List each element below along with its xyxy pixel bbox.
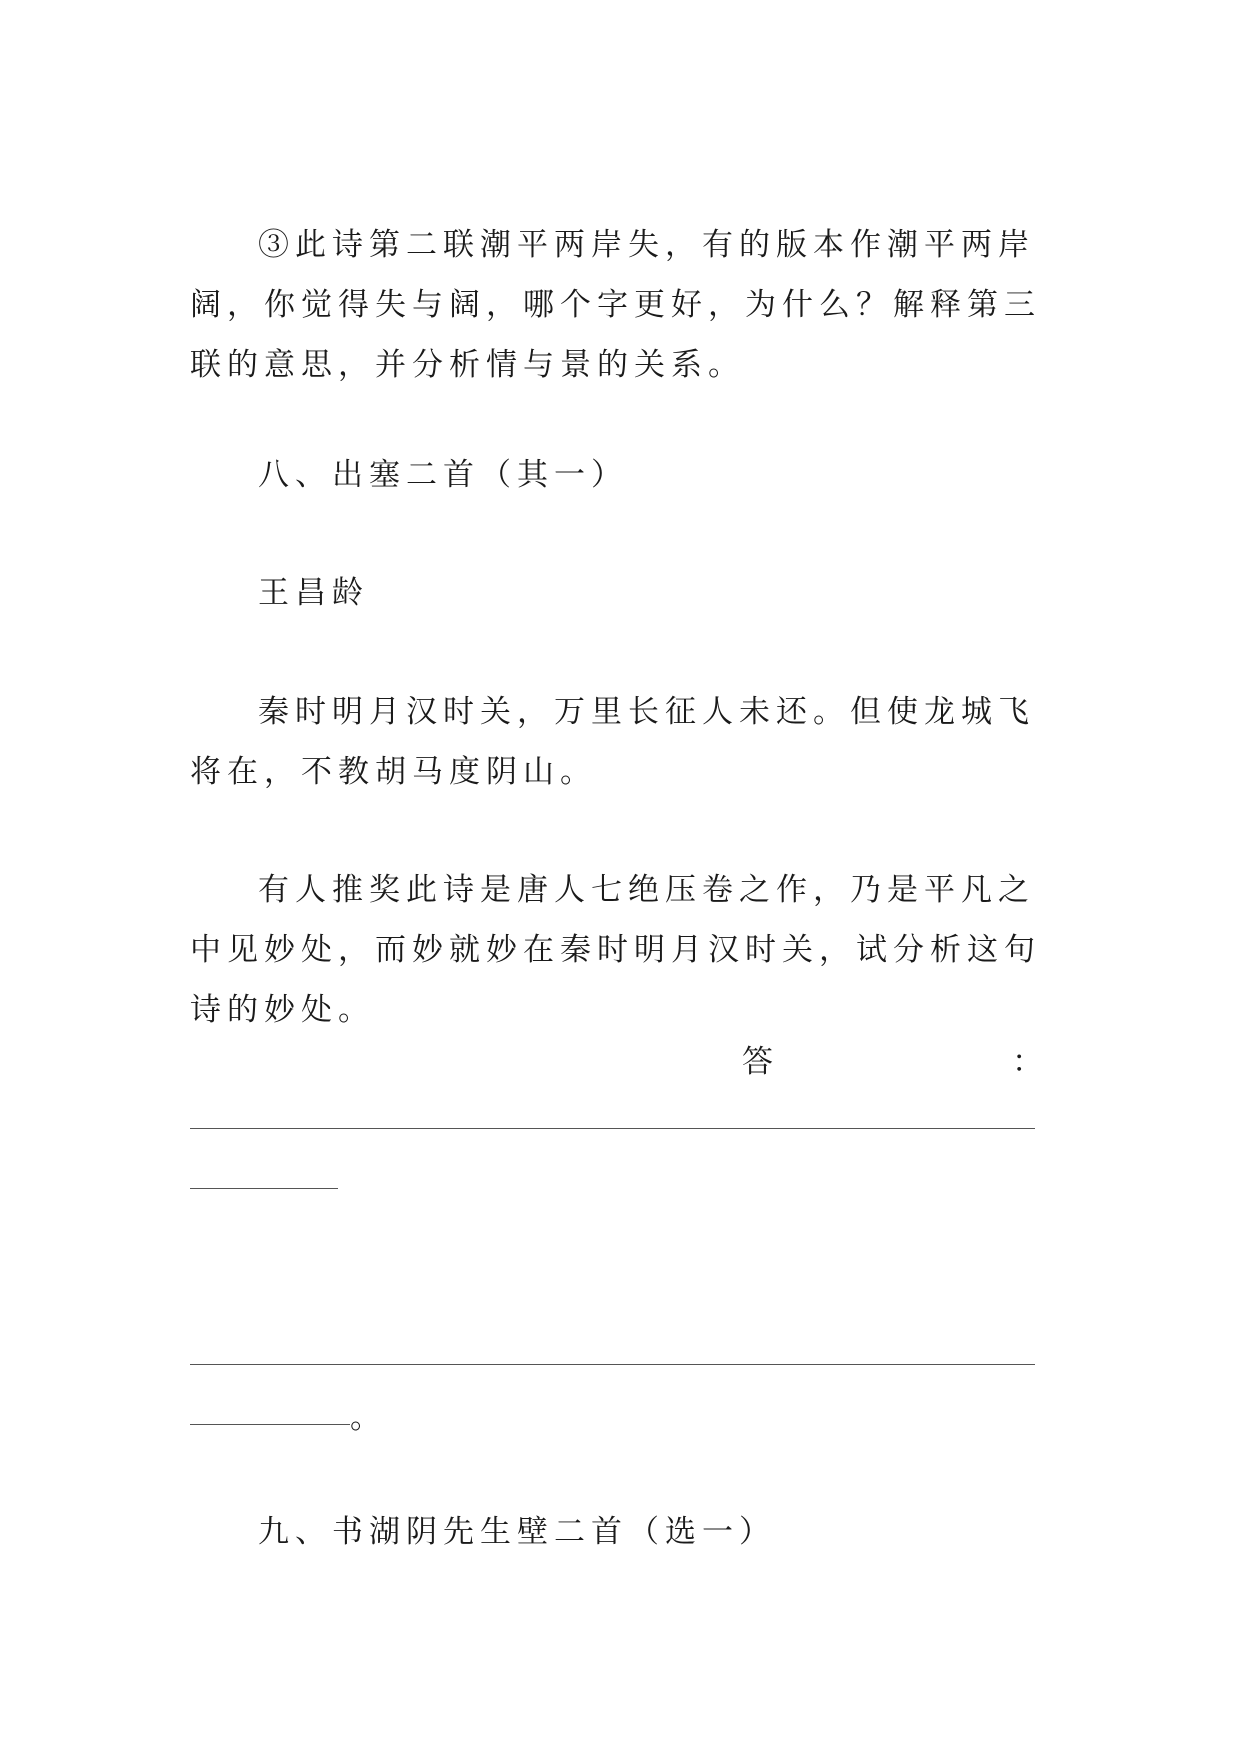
answer-label: 答 — [742, 1044, 779, 1080]
section-9-heading: 九、书湖阴先生壁二首（选一） — [258, 1514, 776, 1550]
answer-blank-line — [190, 1424, 350, 1425]
answer-blank-line — [190, 1188, 338, 1189]
poem-author: 王昌龄 — [258, 575, 369, 611]
answer-blank-line — [190, 1364, 1035, 1365]
answer-end-mark: 。 — [350, 1400, 387, 1436]
section-8-heading: 八、出塞二首（其一） — [258, 457, 628, 493]
answer-colon: ： — [1012, 1044, 1049, 1080]
poem-text: 秦时明月汉时关，万里长征人未还。但使龙城飞将在，不教胡马度阴山。 — [190, 694, 1035, 790]
answer-blank-line — [190, 1128, 1035, 1129]
question-3-text: ③此诗第二联潮平两岸失，有的版本作潮平两岸阔，你觉得失与阔，哪个字更好，为什么？解释第三联的意思，并分析情与景的关系。 — [190, 227, 1041, 383]
section-8-question: 有人推奖此诗是唐人七绝压卷之作，乃是平凡之中见妙处，而妙就妙在秦时明月汉时关，试分析这句诗的妙处。 — [190, 872, 1041, 1028]
